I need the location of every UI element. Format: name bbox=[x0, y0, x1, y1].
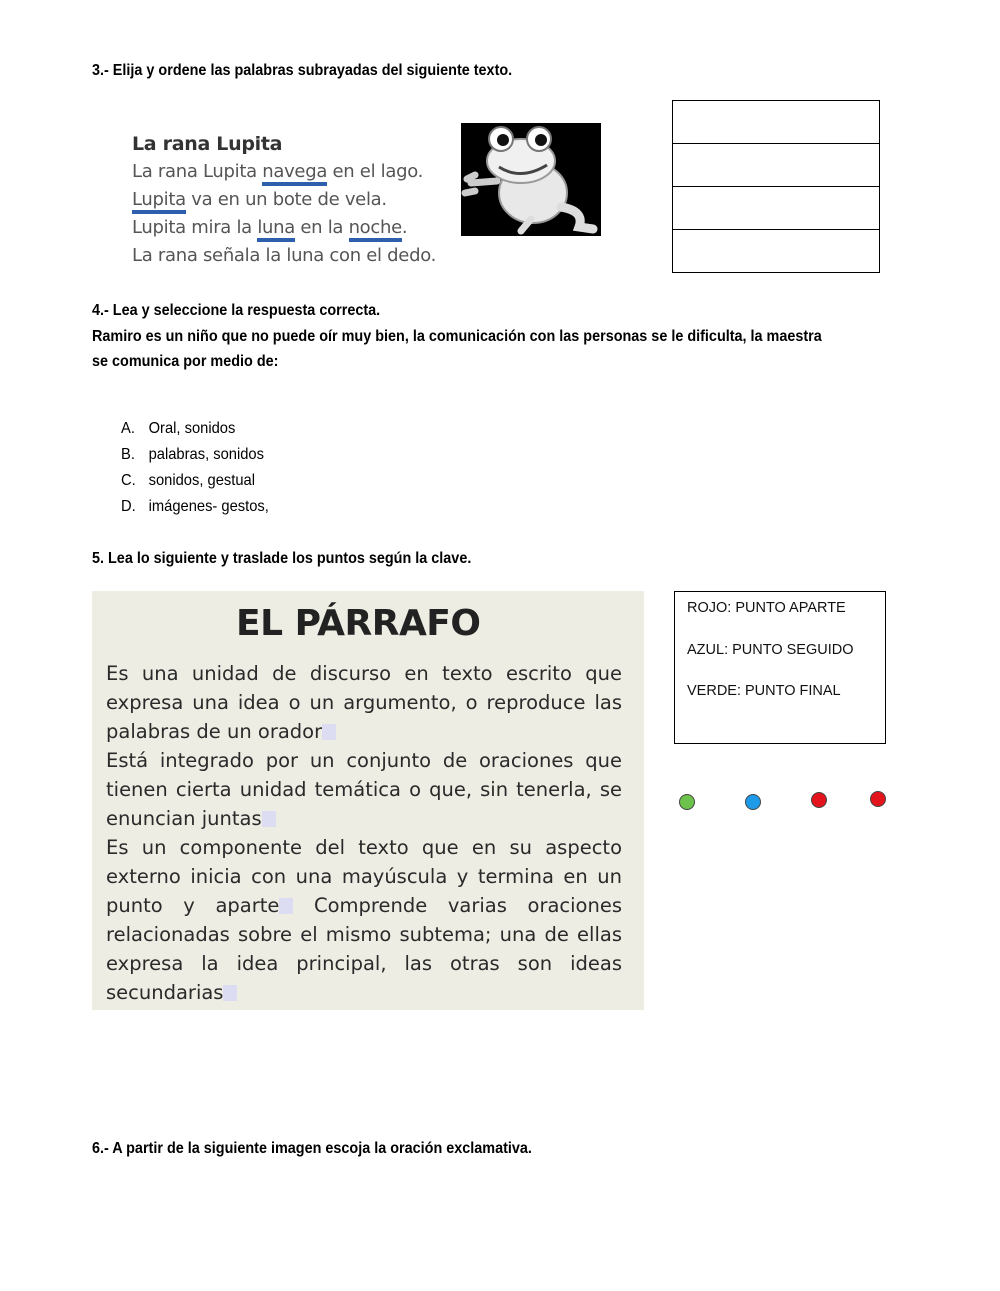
panel-line: palabras de un orador bbox=[106, 717, 622, 746]
story-line-2: Lupita va en un bote de vela. bbox=[132, 186, 436, 214]
option-d[interactable]: D. imágenes- gestos, bbox=[121, 498, 269, 515]
q4-prompt-line-2: se comunica por medio de: bbox=[92, 353, 279, 370]
q6-title: 6.- A partir de la siguiente imagen escoja la oración exclamativa. bbox=[92, 1140, 532, 1157]
underlined-word-lupita[interactable]: Lupita bbox=[132, 189, 186, 214]
panel-text bbox=[106, 659, 622, 1007]
answer-slot-1[interactable] bbox=[672, 100, 880, 144]
q5-title: 5. Lea lo siguiente y traslade los puntos según la clave. bbox=[92, 550, 472, 567]
paragraph-panel bbox=[92, 591, 644, 1010]
dot-target-3[interactable] bbox=[279, 898, 293, 914]
panel-line: tienen cierta unidad temática o que, sin tenerla, se bbox=[106, 778, 622, 801]
panel-line: externo inicia con una mayúscula y termina en un bbox=[106, 865, 622, 888]
panel-line: secundarias bbox=[106, 978, 622, 1007]
story-title: La rana Lupita bbox=[132, 133, 283, 155]
blue-dot[interactable] bbox=[745, 794, 761, 810]
answer-slot-4[interactable] bbox=[672, 230, 880, 273]
key-red: ROJO: PUNTO APARTE bbox=[687, 600, 846, 616]
panel-line: expresa la idea principal, las otras son ideas bbox=[106, 952, 622, 975]
underlined-word-luna[interactable]: luna bbox=[257, 217, 295, 242]
dot-target-1[interactable] bbox=[322, 724, 336, 740]
key-green: VERDE: PUNTO FINAL bbox=[687, 683, 841, 699]
panel-line: Está integrado por un conjunto de oraciones que bbox=[106, 749, 622, 772]
answer-slot-3[interactable] bbox=[672, 187, 880, 230]
option-b[interactable]: B. palabras, sonidos bbox=[121, 446, 264, 463]
frog-story bbox=[132, 130, 436, 270]
green-dot[interactable] bbox=[679, 794, 695, 810]
story-line-1: La rana Lupita navega en el lago. bbox=[132, 158, 436, 186]
answer-slots bbox=[672, 100, 880, 273]
panel-line: punto y aparte Comprende varias oraciones bbox=[106, 894, 622, 917]
q4-prompt-line-1: Ramiro es un niño que no puede oír muy bien, la comunicación con las personas se le dificulta, la maestra bbox=[92, 328, 822, 345]
story-line-4: La rana señala la luna con el dedo. bbox=[132, 245, 437, 266]
story-line-3: Lupita mira la luna en la noche. bbox=[132, 214, 436, 242]
red-dot-2[interactable] bbox=[870, 791, 886, 807]
key-blue: AZUL: PUNTO SEGUIDO bbox=[687, 642, 854, 658]
color-key-box bbox=[674, 591, 886, 744]
option-c[interactable]: C. sonidos, gestual bbox=[121, 472, 255, 489]
underlined-word-noche[interactable]: noche bbox=[349, 217, 402, 242]
panel-line: enuncian juntas bbox=[106, 804, 622, 833]
q3-title: 3.- Elija y ordene las palabras subrayadas del siguiente texto. bbox=[92, 62, 513, 79]
dot-target-4[interactable] bbox=[223, 985, 237, 1001]
answer-slot-2[interactable] bbox=[672, 144, 880, 187]
panel-title: EL PÁRRAFO bbox=[236, 603, 481, 644]
panel-line: relacionadas sobre el mismo subtema; una de ellas bbox=[106, 923, 622, 946]
frog-image bbox=[461, 123, 601, 236]
red-dot-1[interactable] bbox=[811, 792, 827, 808]
panel-line: Es un componente del texto que en su aspecto bbox=[106, 836, 622, 859]
option-a[interactable]: A. Oral, sonidos bbox=[121, 420, 236, 437]
q4-title: 4.- Lea y seleccione la respuesta correcta. bbox=[92, 302, 381, 319]
panel-line: expresa una idea o un argumento, o reproduce las bbox=[106, 691, 622, 714]
underlined-word-navega[interactable]: navega bbox=[262, 161, 327, 186]
dot-target-2[interactable] bbox=[262, 811, 276, 827]
frog-icon bbox=[461, 123, 601, 236]
panel-line: Es una unidad de discurso en texto escrito que bbox=[106, 662, 622, 685]
